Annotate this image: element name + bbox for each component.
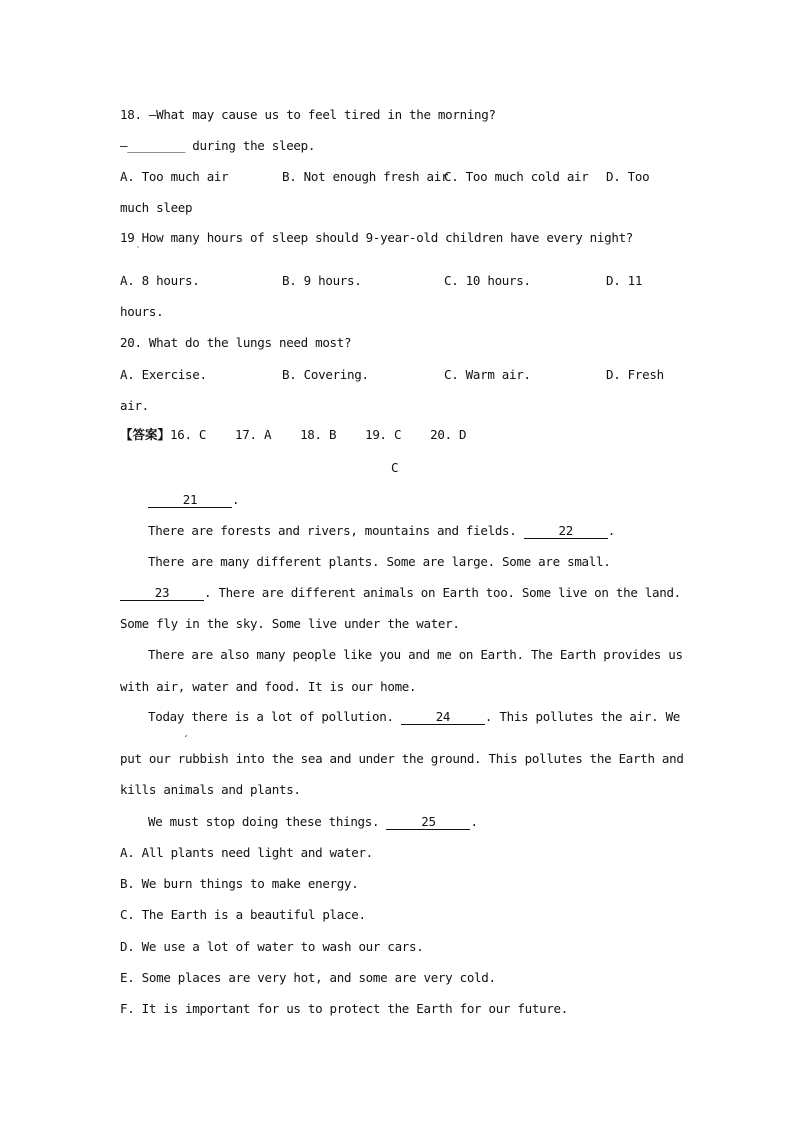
period: . xyxy=(470,814,478,829)
q18-option-d: D. Too xyxy=(606,169,650,184)
answer-label: 【答案】 xyxy=(120,427,171,442)
q20-option-c: C. Warm air. xyxy=(444,367,531,382)
period: . xyxy=(607,523,615,538)
q20-option-a: A. Exercise. xyxy=(120,367,207,382)
q19-option-a: A. 8 hours. xyxy=(120,273,200,288)
blank-24: 24 xyxy=(401,710,485,725)
q19-option-d: D. 11 xyxy=(606,273,643,288)
blank-25: 25 xyxy=(386,815,470,830)
q20-option-d-wrap: air. xyxy=(120,398,149,413)
p1-text: There are forests and rivers, mountains and fields. xyxy=(148,523,524,538)
q18-blank: ________ xyxy=(127,138,186,153)
answer-text: 16. C 17. A 18. B 19. C 20. D xyxy=(170,427,467,442)
p4-mid: there is a lot of pollution. xyxy=(184,709,401,724)
paragraph-3-line-1: There are also many people like you and me on Earth. The Earth provides us xyxy=(148,647,683,662)
choice-a: A. All plants need light and water. xyxy=(120,845,373,860)
p5-text: We must stop doing these things. xyxy=(148,814,387,829)
p4-end: . This pollutes the air. We xyxy=(484,709,681,724)
q18-question: 18. —What may cause us to feel tired in the morning? xyxy=(120,107,496,122)
q19-option-d-wrap: hours. xyxy=(120,304,164,319)
q19-option-c: C. 10 hours. xyxy=(444,273,531,288)
paragraph-4-line-2: put our rubbish into the sea and under the ground. This pollutes the Earth and xyxy=(120,751,684,766)
q20-option-b: B. Covering. xyxy=(282,367,369,382)
q18-answer-line xyxy=(120,138,315,154)
p2-line2-text: . There are different animals on Earth too. Some live on the land. xyxy=(204,585,681,600)
title-blank-line xyxy=(148,492,239,508)
paragraph-5 xyxy=(148,814,478,830)
paragraph-1 xyxy=(148,523,615,539)
p4-start: Today xyxy=(148,709,185,724)
choice-f: F. It is important for us to protect the Earth for our future. xyxy=(120,1001,568,1016)
paragraph-2-line-1: There are many different plants. Some are large. Some are small. xyxy=(148,554,611,569)
choice-b: B. We burn things to make energy. xyxy=(120,876,359,891)
period: . xyxy=(232,492,240,507)
stray-comma-mark: ˏ xyxy=(183,726,189,737)
paragraph-4-line-1 xyxy=(148,709,680,725)
q18-option-d-wrap: much sleep xyxy=(120,200,193,215)
q20-question: 20. What do the lungs need most? xyxy=(120,335,352,350)
q19-question: 19 How many hours of sleep should 9-year-old children have every night? xyxy=(120,230,634,245)
answer-key xyxy=(120,427,466,443)
paragraph-2-line-2 xyxy=(120,585,681,601)
q20-option-d: D. Fresh xyxy=(606,367,664,382)
paragraph-3-line-2: with air, water and food. It is our home. xyxy=(120,679,417,694)
choice-c: C. The Earth is a beautiful place. xyxy=(120,907,366,922)
q18-option-b: B. Not enough fresh air xyxy=(282,169,449,184)
q19-option-b: B. 9 hours. xyxy=(282,273,362,288)
stray-dot-mark: ˙ xyxy=(135,246,141,257)
blank-22: 22 xyxy=(524,524,608,539)
choice-e: E. Some places are very hot, and some are very cold. xyxy=(120,970,496,985)
q18-dash: — xyxy=(120,138,128,153)
q18-option-c: C. Too much cold air xyxy=(444,169,589,184)
q18-option-a: A. Too much air xyxy=(120,169,229,184)
section-title: C xyxy=(391,460,399,475)
q18-tail: during the sleep. xyxy=(185,138,316,153)
paragraph-4-line-3: kills animals and plants. xyxy=(120,782,301,797)
blank-23: 23 xyxy=(120,586,204,601)
choice-d: D. We use a lot of water to wash our cars. xyxy=(120,939,424,954)
blank-21: 21 xyxy=(148,493,232,508)
paragraph-2-line-3: Some fly in the sky. Some live under the water. xyxy=(120,616,460,631)
